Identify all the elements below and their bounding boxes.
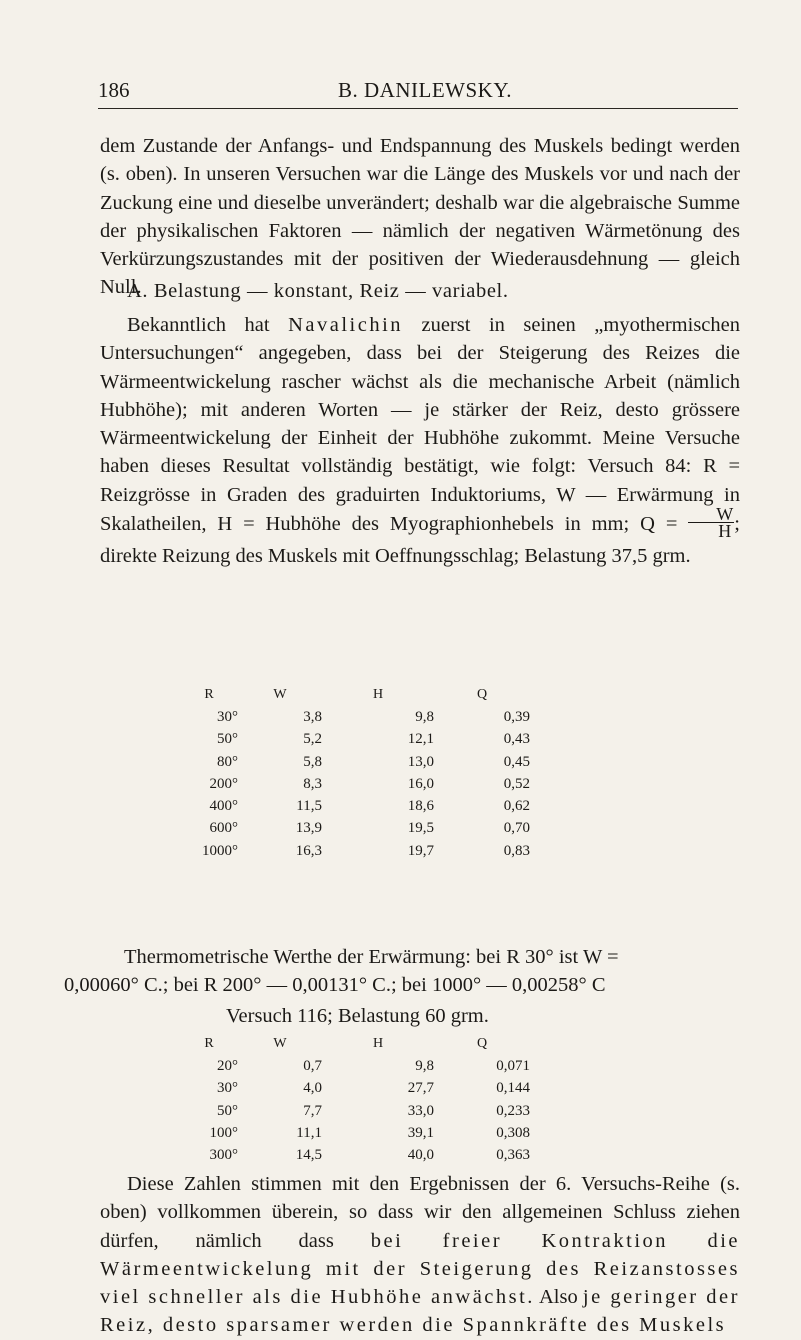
table-row [180,840,530,862]
table-header-row [180,684,530,706]
paragraph-3 [100,1170,740,1340]
table-cell: 12,1 [407,731,434,748]
table-cell: 13,9 [295,820,322,837]
col-header-q: Q [476,687,488,703]
text-span: ; direkte Reizung des Muskels mit Oeffnungsschlag; Belastung 37,5 grm. [100,513,740,568]
thermo-line-1: Thermometrische Werthe der Erwärmung: bei R 30° ist W = [124,946,619,968]
col-header-h: H [372,1036,384,1052]
table-cell: 9,8 [415,708,434,725]
table-cell: 5,8 [303,753,322,770]
table-cell: 33,0 [407,1102,434,1119]
table-cell: 0,62 [503,798,530,815]
table-cell: 600° [209,820,238,837]
table-cell: 0,363 [496,1147,530,1164]
paragraph-1: dem Zustande der Anfangs- und Endspannung des Muskels bedingt werden (s. oben). In unseren Versuchen war die Länge des Muskels vor und nach der Zuckung eine und dieselbe unverändert; deshalb war die algebraische Summe der physikalischen Faktoren — nämlich der negativen Wärmetönung des Verkürzungszustandes mit der positiven der Wiederausdehnung — gleich Null. [100,135,740,299]
table-cell: 80° [217,753,238,770]
text-span: Also [534,1286,583,1309]
table-cell: 18,6 [407,798,434,815]
emphasis-conclusion-1: bei freier Kontraktion die Wärmeentwickelung mit der Steigerung des Reizanstosses viel schneller als die Hubhöhe anwächst. [100,1229,740,1309]
page-number: 186 [98,78,130,102]
text-span: Bekanntlich hat [127,314,289,336]
table-cell: 0,52 [503,775,530,792]
table-row [180,1078,530,1100]
section-heading: A. Belastung — konstant, Reiz — variabel. [127,280,509,302]
table-row [180,729,530,751]
running-author: B. DANILEWSKY. [338,78,513,102]
versuch-116-title: Versuch 116; Belastung 60 grm. [226,1005,489,1027]
table-cell: 20° [217,1057,238,1074]
table-cell: 400° [209,798,238,815]
table-cell: 19,7 [407,842,434,859]
table-cell: 0,45 [503,753,530,770]
table-cell: 30° [217,708,238,725]
table-cell: 0,233 [496,1102,530,1119]
table-cell: 0,43 [503,731,530,748]
author-name: Navalichin [288,314,404,336]
table-cell: 4,0 [303,1080,322,1097]
col-header-w: W [273,687,287,703]
table-cell: 1000° [202,842,238,859]
text-span: zuerst in seinen „myothermischen Untersuchungen“ angegeben, dass bei der Steigerung des Reizes die Wärmeentwickelung rascher wächst als die mechanische Arbeit (nämlich Hubhöhe); mit anderen Worten — je stärker der Reiz, desto grössere Wärmeentwickelung der Einheit der Hubhöhe zukommt. Meine Versuche haben dieses Resultat vollständig bestätigt, wie folgt: Versuch 84: R = Reizgrösse in Graden des graduirten Induktoriums, W — Erwärmung in Skalatheilen, H = Hubhöhe des Myographionhebels in mm; Q = [100,314,741,536]
table-cell: 14,5 [295,1147,322,1164]
text-span: H [718,521,732,542]
table-cell: 9,8 [415,1057,434,1074]
table-cell: 50° [217,731,238,748]
table-cell: 0,39 [503,708,530,725]
table-cell: 11,5 [296,798,322,815]
table-row [180,751,530,773]
table-row [180,706,530,728]
table-row [180,818,530,840]
table-row [180,1055,530,1077]
table-versuch-84 [180,684,530,862]
thermo-line-2: 0,00060° C.; bei R 200° — 0,00131° C.; bei 1000° — 0,00258° C [64,974,606,997]
text-span: Diese Zahlen stimmen mit den Ergebnissen der 6. Versuchs-Reihe (s. oben) vollkommen überein, so dass wir den allgemeinen Schluss ziehen dürfen, nämlich dass [100,1173,740,1252]
table-cell: 0,071 [496,1057,530,1074]
table-cell: 30° [217,1080,238,1097]
table-cell: 3,8 [303,708,322,725]
table-cell: 27,7 [407,1080,434,1097]
table-cell: 40,0 [407,1147,434,1164]
fraction-w-over-h [688,504,734,542]
table-cell: 0,70 [503,820,530,837]
emphasis-conclusion-2: je geringer der Reiz, desto sparsamer werden die Spannkräfte des Muskels [100,1286,740,1337]
col-header-h: H [372,687,384,703]
table-versuch-116 [180,1033,530,1167]
table-cell: 100° [209,1124,238,1141]
running-header [98,78,738,109]
table-cell: 0,308 [496,1124,530,1141]
table-cell: 8,3 [303,775,322,792]
table-cell: 0,83 [503,842,530,859]
table-cell: 16,0 [407,775,434,792]
table-cell: 39,1 [407,1124,434,1141]
col-header-r: R [204,1036,214,1052]
table-cell: 0,144 [496,1080,530,1097]
table-row [180,795,530,817]
thermometric-values [64,943,740,1000]
col-header-r: R [204,687,214,703]
table-header-row [180,1033,530,1055]
table-row [180,1100,530,1122]
text-span: W [688,506,734,523]
table-cell: 0,7 [303,1057,322,1074]
table-cell: 13,0 [407,753,434,770]
table-row [180,773,530,795]
col-header-w: W [273,1036,287,1052]
table-cell: 50° [217,1102,238,1119]
table-cell: 300° [209,1147,238,1164]
table-cell: 19,5 [407,820,434,837]
table-cell: 5,2 [303,731,322,748]
table-row [180,1144,530,1166]
col-header-q: Q [476,1036,488,1052]
table-cell: 11,1 [296,1124,322,1141]
paragraph-2 [100,311,740,570]
table-cell: 7,7 [303,1102,322,1119]
table-cell: 200° [209,775,238,792]
table-cell: 16,3 [295,842,322,859]
table-row [180,1122,530,1144]
